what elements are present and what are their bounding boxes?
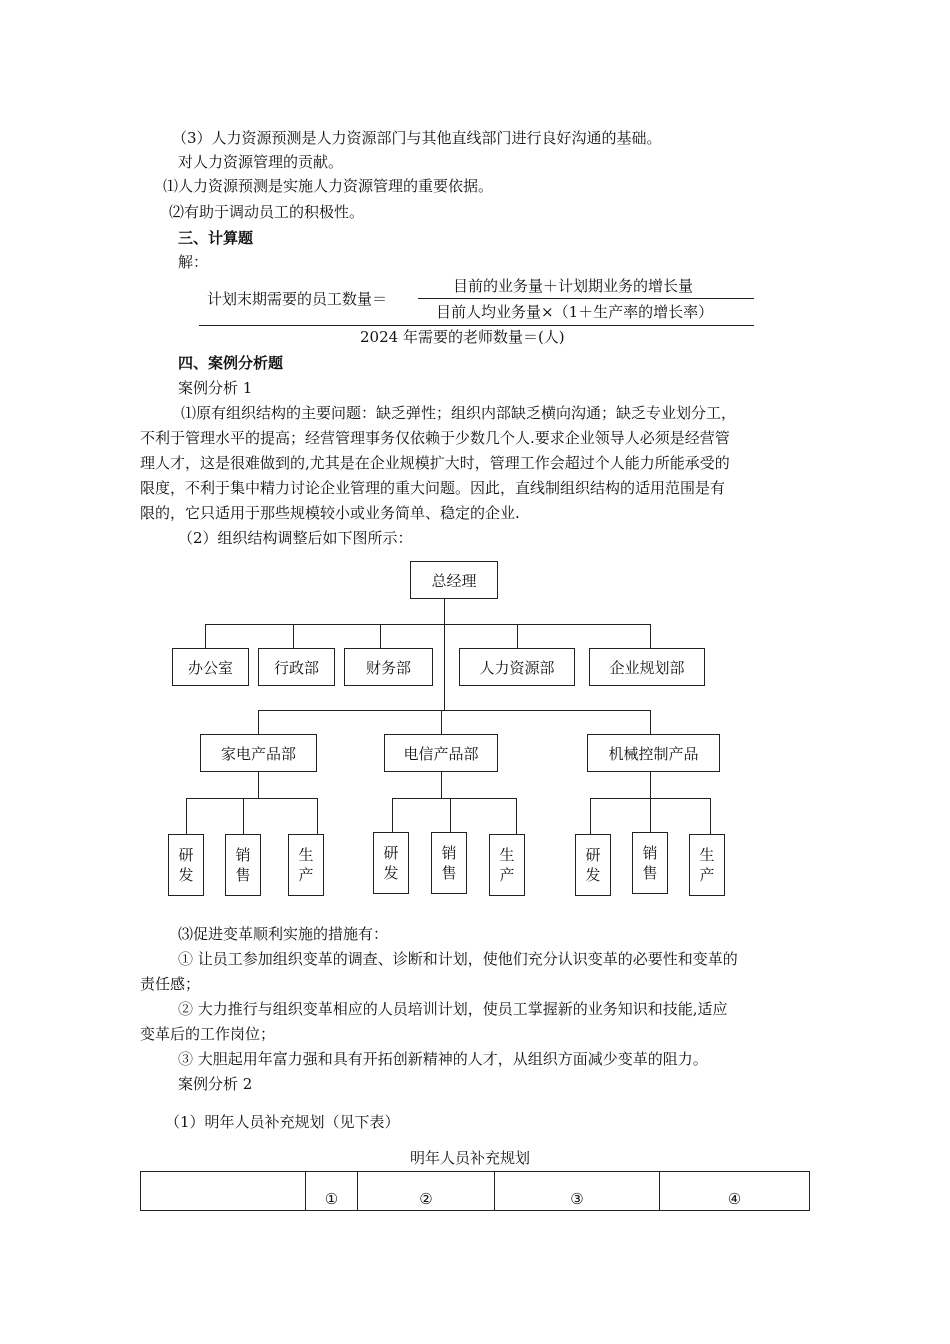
org-box-staff: 行政部	[258, 648, 335, 686]
formula-numerator: 目前的业务量＋计划期业务的增长量	[453, 277, 694, 295]
org-box-staff: 财务部	[344, 648, 433, 686]
org-box-unit: 销售	[632, 832, 668, 894]
org-connector	[650, 624, 651, 648]
org-box-staff: 人力资源部	[459, 648, 575, 686]
org-connector	[650, 772, 651, 798]
text-line: ⑴原有组织结构的主要问题：缺乏弹性；组织内部缺乏横向沟通；缺乏专业划分工，	[181, 404, 737, 422]
text-line: （1）明年人员补充规划（见下表）	[165, 1113, 400, 1131]
text-line: ② 大力推行与组织变革相应的人员培训计划，使员工掌握新的业务知识和技能,适应	[178, 1000, 728, 1018]
text-line: 限的，它只适用于那些规模较小或业务简单、稳定的企业.	[140, 504, 520, 522]
table-header-cell: ③	[495, 1172, 660, 1211]
org-connector	[380, 624, 381, 648]
org-box-unit: 研发	[575, 834, 611, 896]
table-row	[141, 1172, 810, 1211]
org-connector	[258, 710, 651, 711]
table-header-cell: ①	[306, 1172, 358, 1211]
text-line: ⑴人力资源预测是实施人力资源管理的重要依据。	[163, 177, 494, 195]
org-box-unit: 研发	[168, 834, 204, 896]
text-line: （3）人力资源预测是人力资源部门与其他直线部门进行良好沟通的基础。	[172, 129, 662, 147]
org-box-division: 机械控制产品	[587, 734, 720, 772]
org-box-unit: 销售	[225, 834, 261, 896]
text-line: 不利于管理水平的提高；经营管理事务仅依赖于少数几个人.要求企业领导人必须是经营管	[140, 429, 730, 447]
org-connector	[450, 798, 451, 832]
section-heading: 四、案例分析题	[178, 354, 284, 372]
fraction-bar	[418, 298, 754, 299]
text-line: 解：	[178, 253, 209, 271]
org-box-division: 家电产品部	[200, 734, 317, 772]
org-box-general-manager: 总经理	[410, 561, 498, 599]
text-line: 责任感；	[140, 975, 201, 993]
org-connector	[186, 798, 187, 834]
text-line: 对人力资源管理的贡献。	[178, 153, 344, 171]
text-line: ⑵有助于调动员工的积极性。	[169, 203, 365, 221]
table-header-cell: ④	[660, 1172, 810, 1211]
org-box-unit: 生产	[689, 834, 725, 896]
org-connector	[258, 772, 259, 798]
text-line: 案例分析 1	[178, 379, 253, 397]
org-box-unit: 研发	[373, 832, 409, 894]
text-line: 限度，不利于集中精力讨论企业管理的重大问题。因此，直线制组织结构的适用范围是有	[140, 479, 726, 497]
text-line: ⑶促进变革顺利实施的措施有：	[178, 925, 389, 943]
text-line: 理人才，这是很难做到的,尤其是在企业规模扩大时，管理工作会超过个人能力所能承受的	[140, 454, 730, 472]
table-title: 明年人员补充规划	[410, 1149, 531, 1167]
formula-result: 2024 年需要的老师数量＝(人)	[360, 328, 565, 346]
supplement-plan-table	[140, 1171, 810, 1211]
text-line: ① 让员工参加组织变革的调查、诊断和计划，使他们充分认识变革的必要性和变革的	[178, 950, 738, 968]
org-connector	[710, 798, 711, 834]
org-connector	[317, 798, 318, 834]
org-connector	[186, 798, 317, 799]
org-connector	[444, 598, 445, 710]
org-connector	[650, 798, 651, 832]
org-box-division: 电信产品部	[384, 734, 498, 772]
org-box-unit: 生产	[489, 834, 525, 896]
org-connector	[441, 772, 442, 798]
table-header-cell	[141, 1172, 306, 1211]
org-connector	[243, 798, 244, 834]
org-connector	[205, 624, 651, 625]
org-connector	[205, 624, 206, 648]
formula-lhs: 计划末期需要的员工数量＝	[207, 290, 388, 308]
text-line: （2）组织结构调整后如下图所示：	[178, 529, 413, 547]
org-connector	[392, 798, 516, 799]
org-box-unit: 生产	[288, 834, 324, 896]
section-heading: 三、计算题	[178, 229, 254, 247]
org-connector	[258, 710, 259, 734]
org-connector	[590, 798, 591, 834]
org-connector	[392, 798, 393, 832]
org-connector	[293, 624, 294, 648]
org-connector	[516, 798, 517, 834]
text-line: 案例分析 2	[178, 1075, 253, 1093]
org-connector	[650, 710, 651, 734]
org-connector	[441, 710, 442, 734]
org-box-staff: 办公室	[172, 648, 249, 686]
text-line: 变革后的工作岗位；	[140, 1025, 276, 1043]
org-box-staff: 企业规划部	[589, 648, 705, 686]
table-header-cell: ②	[358, 1172, 495, 1211]
org-box-unit: 销售	[431, 832, 467, 894]
formula-denominator: 目前人均业务量×（1＋生产率的增长率）	[436, 303, 714, 321]
org-connector	[517, 624, 518, 648]
text-line: ③ 大胆起用年富力强和具有开拓创新精神的人才，从组织方面减少变革的阻力。	[178, 1050, 708, 1068]
